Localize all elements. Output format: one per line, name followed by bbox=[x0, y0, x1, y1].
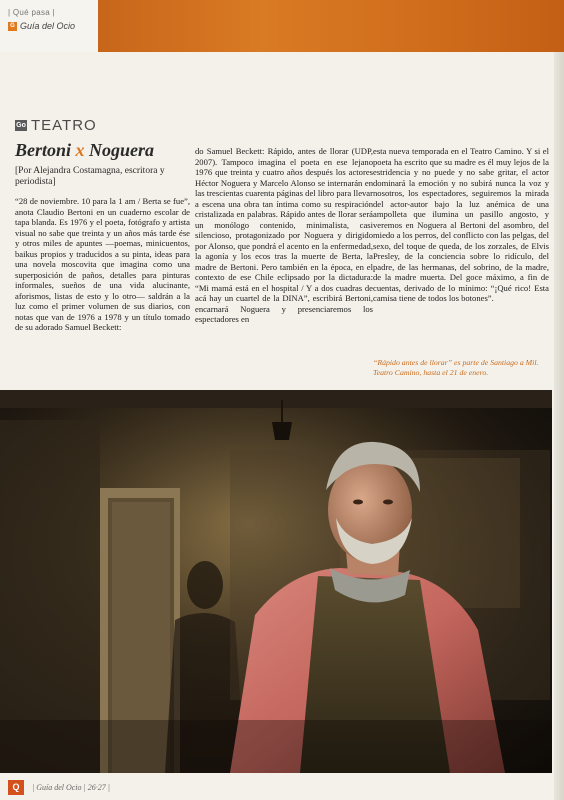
section-icon: Go bbox=[16, 122, 26, 129]
headline-part-a: Bertoni bbox=[15, 140, 76, 160]
header-guia-label: Guía del Ocio bbox=[20, 21, 76, 31]
page-footer bbox=[8, 779, 548, 795]
photo-caption: “Rápido antes de llorar” es parte de Santiago a Mil. Teatro Camino, hasta el 21 de enero. bbox=[373, 358, 539, 377]
section-label bbox=[15, 117, 97, 134]
footer-text: | Guía del Ocio | 26·27 | bbox=[32, 782, 110, 792]
article-column-2: do Samuel Beckett: Rápido, antes de llorar (UDP, 2007). Tampoco imagina el poeta en ese lejano 1976 que treinta y cuatro años después los actores Héctor Noguera y Marcelo Alonso se internarán en las trescientas cuarenta páginas del libro para llevar a escena una obra tan íntima como su respiración cristalizada en palabras. Rápido antes de llorar será un monólogo contenido, minimalista, casi silencioso, protagonizado por Noguera y dirigido por Alonso, que pondrá el acento en la enfermedad, la agonía y los ecos tras la muerte de Berta, la madre de Bertoni. Pero también en la época, en el contexto de ese Chile eclipsado por la dictadura: “Mi mamá está en el hospital / Y a dos cuadras de acá hay un cuartel de la DINA”, escribirá Bertoni, encarnará Noguera y presenciaremos los espectadores en bbox=[195, 146, 373, 324]
stage-photo-illustration bbox=[0, 390, 552, 773]
lamp-shade-icon bbox=[272, 422, 292, 440]
floor-shadow bbox=[0, 720, 552, 773]
article-column-3: esta nueva temporada en el Teatro Camino. Y si el poeta ha escrito que su madre es él muy lejos de la estridencia y no puede y no sabe gritar, el actor dominará la emoción y no subirá nunca la voz y nosotros, los espectadores, seguiremos la mirada del actor-autor bajo la luz anémica de una ampolleta que ilumina un pasillo angosto, y veremos en Noguera al Bertoni del asombro, del miedo a los perros, del conflicto con las pelgas, del sexo, del toque de queda, de los zorzales, de Elvis Presley, de la conciencia sobre lo ridículo, del padre, de las hermanas, del sobrino, de la madre, de la madre muerta. Del goce máximo, a fin de cuentas, derivado de lo mínimo: “¡Qué rico! Esta camisa tiene de todos los botones”. bbox=[373, 146, 549, 303]
man-eye-left bbox=[353, 500, 363, 505]
header-orange-band bbox=[98, 0, 564, 52]
man-eye-right bbox=[383, 500, 393, 505]
guia-logo-icon: G bbox=[8, 22, 17, 31]
page-edge-shadow bbox=[554, 52, 564, 800]
article-column-1: “28 de noviembre. 10 para la 1 am / Berta se fue”, anota Claudio Bertoni en un cuaderno escolar de tapa blanda. Es 1976 y el poeta, fotógrafo y artista visual no sabe que treinta y un años más tarde ése y otros miles de apuntes —poemas, minicuentos, baikus propios y traducidos a su pinta, ideas para una novela moscovita que imagina como una superposición de paños, detalles para pinturas informales, sueños de una vida alucinante, aforismos, listas de esto y lo otro— saldrán a la luz como el primer volumen de sus diarios, con notas que van de 1976 a 1978 y un título tomado de su adorado Samuel Beckett: bbox=[15, 196, 190, 332]
ceiling bbox=[0, 390, 552, 408]
running-header bbox=[8, 8, 96, 31]
headline-part-b: Noguera bbox=[84, 140, 155, 160]
section-title: TEATRO bbox=[31, 117, 97, 134]
footer-badge: Q bbox=[8, 780, 24, 795]
article-photo bbox=[0, 390, 552, 773]
header-guia bbox=[8, 21, 96, 31]
article-headline bbox=[15, 140, 154, 161]
headline-x: x bbox=[75, 140, 85, 160]
shadow-head bbox=[187, 561, 223, 609]
header-que-pasa: | Qué pasa | bbox=[8, 8, 55, 17]
article-byline: [Por Alejandra Costamagna, escritora y periodista] bbox=[15, 166, 165, 187]
